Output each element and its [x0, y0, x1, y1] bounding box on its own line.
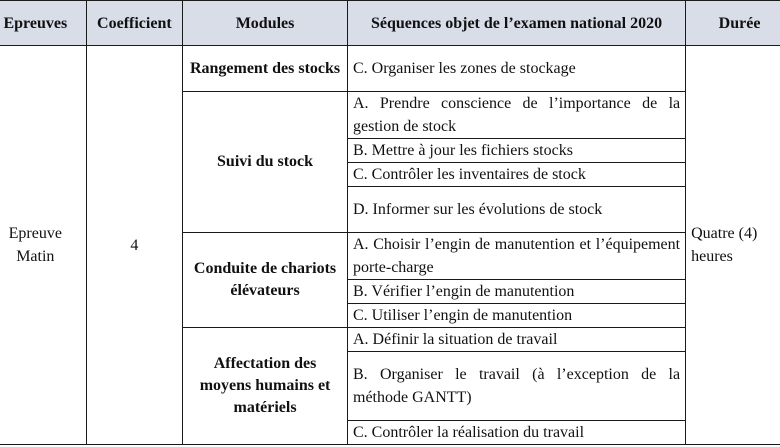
header-duree: Durée	[686, 1, 780, 46]
header-epreuves: Epreuves	[0, 1, 86, 46]
sequence-cell: A. Définir la situation de travail	[348, 328, 686, 352]
header-modules: Modules	[183, 1, 348, 46]
sequence-cell: C. Organiser les zones de stockage	[348, 46, 686, 92]
header-row	[0, 1, 780, 46]
coefficient-cell: 4	[86, 46, 182, 445]
sequence-cell: A. Prendre conscience de l’importance de la gestion de stock	[348, 92, 686, 139]
header-coefficient: Coefficient	[86, 1, 182, 46]
epreuve-cell: Epreuve Matin	[0, 46, 86, 445]
sequence-cell: C. Contrôler la réalisation du travail	[348, 421, 686, 445]
module-suivi: Suivi du stock	[183, 92, 348, 233]
sequence-cell: B. Vérifier l’engin de manutention	[348, 280, 686, 304]
module-conduite: Conduite de chariots élévateurs	[183, 233, 348, 328]
sequence-cell: A. Choisir l’engin de manutention et l’équipement porte-charge	[348, 233, 686, 280]
sequence-cell: C. Contrôler les inventaires de stock	[348, 163, 686, 187]
sequence-cell: B. Mettre à jour les fichiers stocks	[348, 139, 686, 163]
module-affectation: Affectation des moyens humains et matériels	[183, 328, 348, 445]
duree-cell: Quatre (4) heures	[686, 46, 780, 445]
sequence-cell: B. Organiser le travail (à l’exception de la méthode GANTT)	[348, 352, 686, 421]
header-sequences: Séquences objet de l’examen national 2020	[348, 1, 686, 46]
sequence-cell: C. Utiliser l’engin de manutention	[348, 304, 686, 328]
table-row	[0, 46, 780, 92]
sequence-cell: D. Informer sur les évolutions de stock	[348, 187, 686, 233]
module-rangement: Rangement des stocks	[183, 46, 348, 92]
